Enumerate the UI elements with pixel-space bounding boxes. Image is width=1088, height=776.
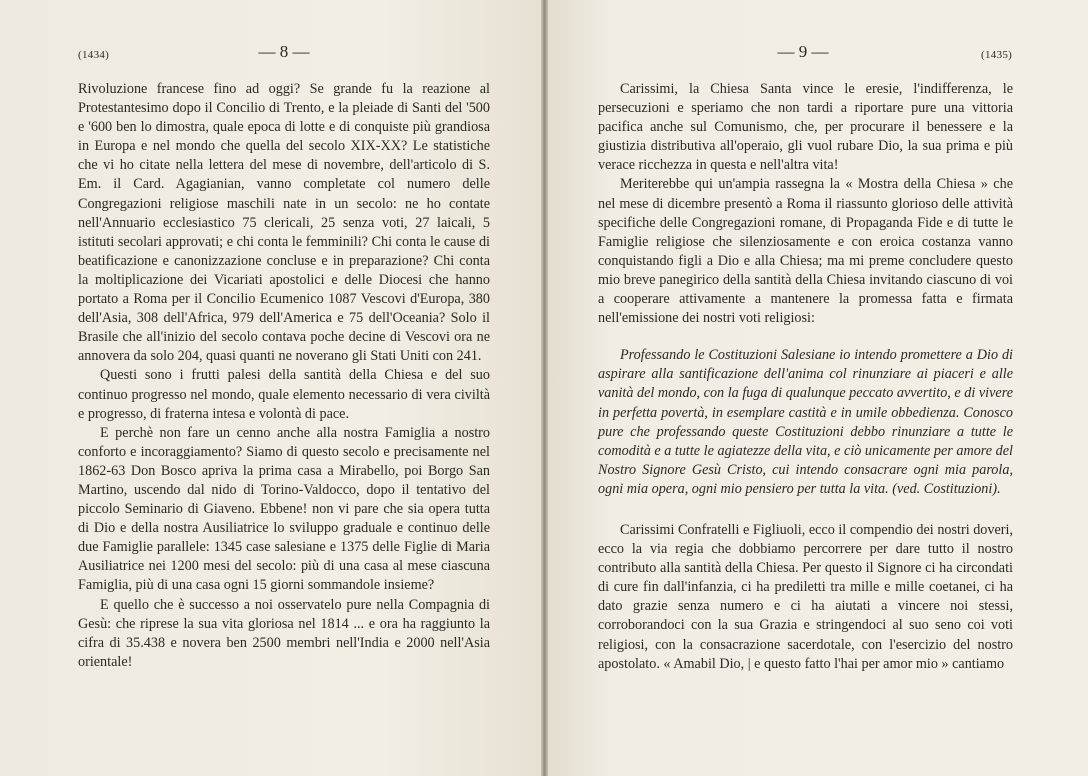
right-page-header xyxy=(548,42,1088,66)
right-paragraph-2: Meriterebbe qui un'ampia rassegna la « Mostra della Chiesa » che nel mese di dicembre presentò a Roma il riassunto glorioso delle attività specifiche delle Congregazioni romane, di Propaganda Fide e di tutte le Famiglie religiose che silenziosamente e con eroica costanza vanno conquistando figli a Dio e alla Chiesa; ma mi preme concludere questo mio breve panegirico della santità della Chiesa invitando ciascuno di voi a cooperare attivamente a mantenere la promessa fatta e firmata nell'emissione dei nostri voti religiosi: xyxy=(598,176,1013,327)
right-page-number: — 9 — xyxy=(777,42,829,61)
right-page-code: (1435) xyxy=(981,49,1013,61)
vow-reference: (ved. Costituzioni). xyxy=(892,480,1001,497)
vow-text: Professando le Costituzioni Salesiane io intendo promettere a Dio di aspirare alla santificazione dell'anima col rinunziare ai piaceri e alle vanità del mondo, con la fuga di qualunque peccato avvertito, e di vivere in perfetta povertà, in esemplare castità e in umile obbedienza. Conosco pure che professando queste Costituzioni debbo rinunziare a tutte le comodità e a tutte le agiatezze della vita, e ciò unicamente per amore del Nostro Signore Gesù Cristo, cui intendo consacrare ogni mia parola, ogni mia opera, ogni mio pensiero per tutta la vita. xyxy=(598,347,1013,497)
left-page-code: (1434) xyxy=(78,49,110,61)
left-page-number: — 8 — xyxy=(258,42,310,61)
left-page-header xyxy=(0,42,541,66)
right-paragraph-1: Carissimi, la Chiesa Santa vince le eresie, l'indifferenza, le persecuzioni e speriamo che non tardi a riportare pure una vittoria pacifica anche sul Comunismo, che, per procurare il benessere e la giustizia distributiva all'operaio, gli vuol rubare Dio, la sua prima e più verace ricchezza in questa e nell'altra vita! xyxy=(598,81,1013,174)
left-paragraph-2: Questi sono i frutti palesi della santità della Chiesa e del suo continuo progresso nel mondo, quale elemento necessario di vera civiltà e progresso, di fraterna intesa e volontà di pace. xyxy=(78,367,490,422)
left-paragraph-3: E perchè non fare un cenno anche alla nostra Famiglia a nostro conforto e incoraggiamento? Siamo di questo secolo e precisamente nel 1862-63 Don Bosco apriva la prima casa a Mirabello, poi Borgo San Martino, uscendo dal nido di Torino-Valdocco, dopo il tentativo del piccolo Seminario di Giaveno. Ebbene! non vi pare che sia opera tutta di Dio e della nostra Ausiliatrice lo sviluppo graduale e continuo delle due Famiglie parallele: 1345 case salesiane e 1375 delle Figlie di Maria Ausiliatrice nei 1200 mesi del secolo: più di una casa al mese ciascuna Famiglia, più di una casa ogni 15 giorni sommandole insieme? xyxy=(78,424,490,594)
vow-quote xyxy=(598,346,1013,499)
right-page-body xyxy=(598,80,1013,674)
book-gutter xyxy=(541,0,548,776)
left-paragraph-4: E quello che è successo a noi osservatelo pure nella Compagnia di Gesù: che riprese la sua vita gloriosa nel 1814 ... e ora ha raggiunto la cifra di 35.438 e novera ben 2500 membri nell'India e 2000 nell'Asia orientale! xyxy=(78,596,490,670)
left-paragraph-1: Rivoluzione francese fino ad oggi? Se grande fu la reazione al Protestantesimo dopo il Concilio di Trento, e la pleiade di Santi del '500 e '600 ben lo dimostra, quale epoca di lotte e di conquiste più grandiosa in Europa e nel mondo che quella del secolo XIX-XX? Le statistiche che vi ho citate nella lettera del mese di novembre, dell'articolo di S. Em. il Card. Agagianian, vanno completate col numero delle Congregazioni religiose maschili nate in un secolo: ne ho contate nell'Annuario ecclesiastico 75 clericali, 25 senza voti, 27 laicali, 5 istituti secolari approvati; e chi conta le femminili? Chi conta le cause di beatificazione e canonizzazione concluse e in preparazione? Chi conta la moltiplicazione dei Vicariati apostolici e delle Diocesi che hanno portato a Roma per il Concilio Ecumenico 1087 Vescovi d'Europa, 380 dell'Asia, 308 dell'Africa, 979 dell'America e 75 dell'Oceania? Solo il Brasile che all'inizio del secolo contava poche decine di Vescovi ora ne annovera da solo 204, quasi quanti ne noverano gli Stati Uniti con 241. xyxy=(78,81,490,365)
right-paragraph-closing: Carissimi Confratelli e Figliuoli, ecco il compendio dei nostri doveri, ecco la via regia che dobbiamo percorrere per dare tutto il nostro contributo alla santità della Chiesa. Per questo il Signore ci ha circondati di cure fin dall'infanzia, ci ha prediletti tra mille e mille coetanei, ci ha dato grazie senza numero e ci ha aiutati a vincere noi stessi, corroborandoci con la sua Grazia e stringendoci al suo seno coi voti religiosi, con la consacrazione sacerdotale, con l'esercizio del nostro apostolato. « Amabil Dio, | e questo fatto l'hai per amor mio » cantiamo xyxy=(598,521,1013,672)
left-page-body xyxy=(78,80,490,672)
